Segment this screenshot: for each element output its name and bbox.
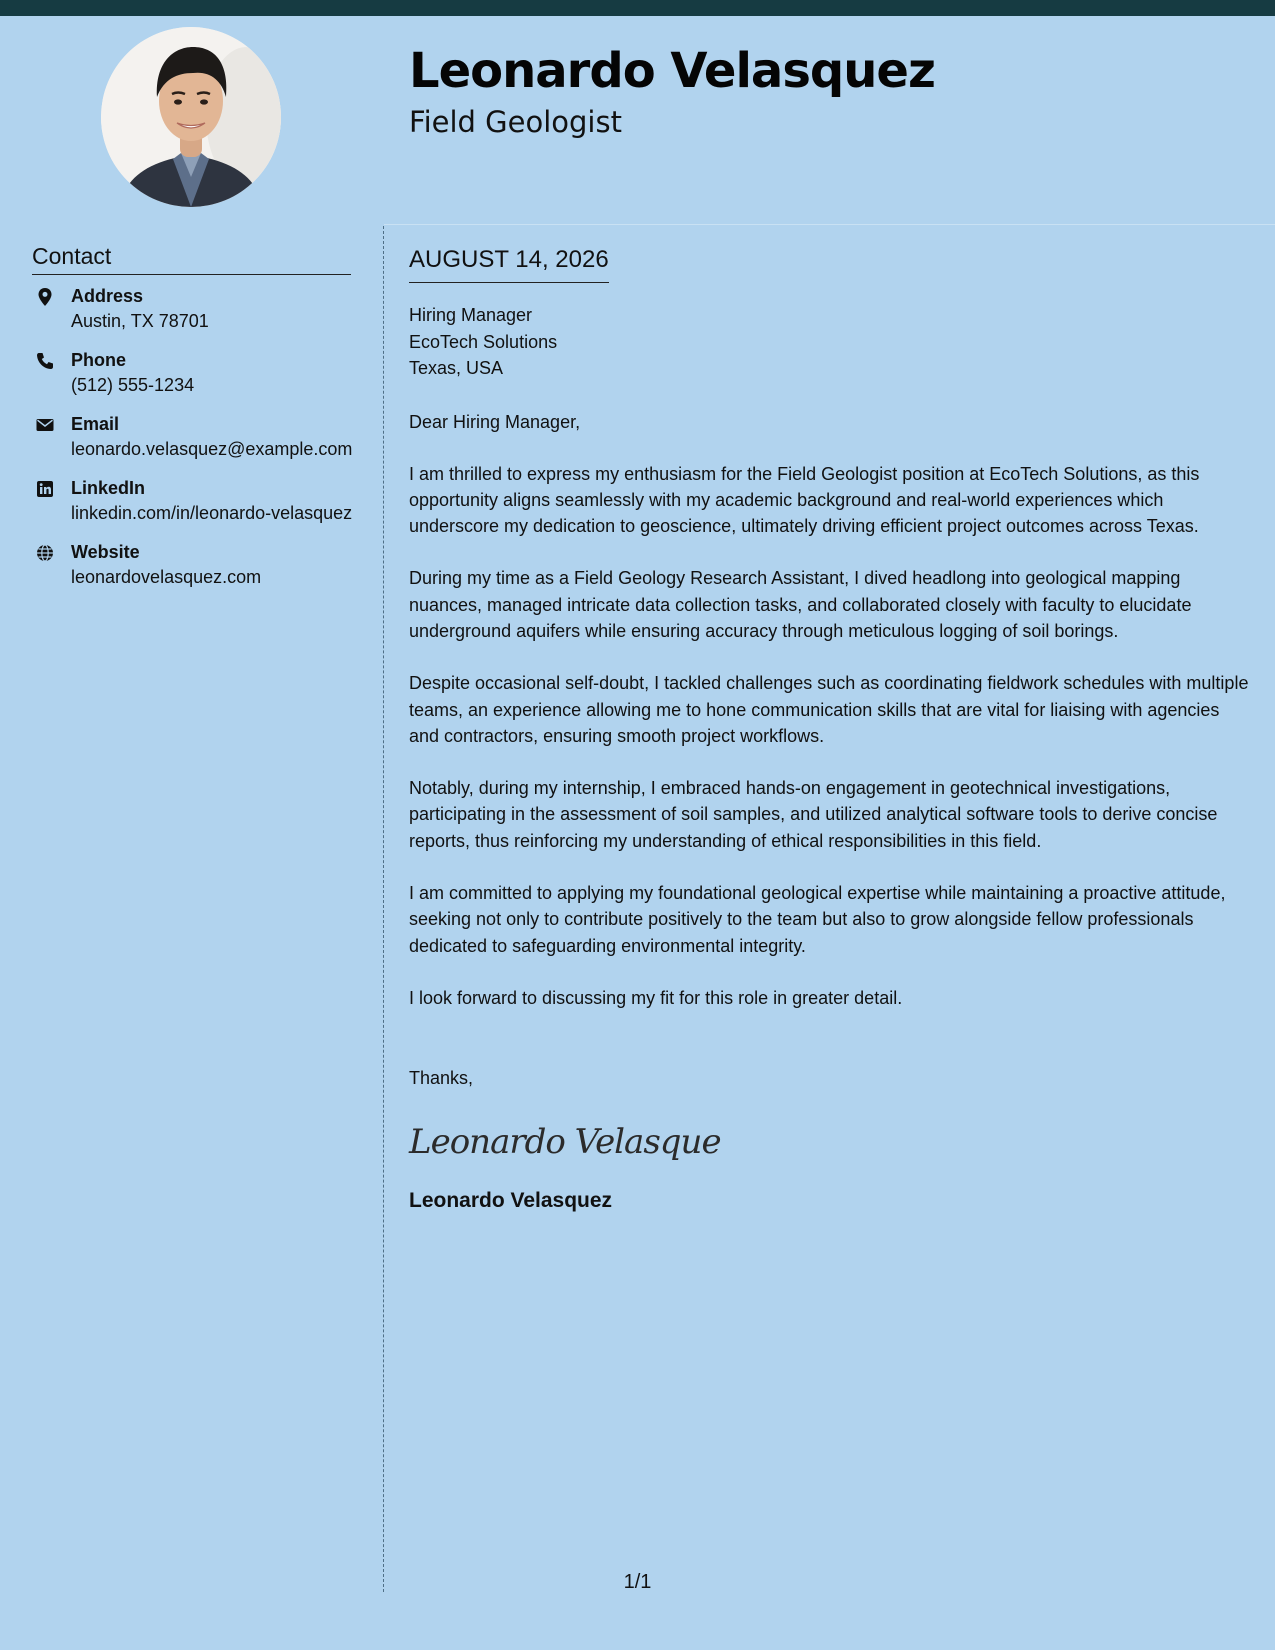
linkedin-icon bbox=[35, 479, 55, 499]
contact-value: leonardovelasquez.com bbox=[71, 567, 262, 587]
contact-value: (512) 555-1234 bbox=[71, 375, 195, 395]
salutation: Dear Hiring Manager, bbox=[409, 411, 581, 432]
closing: Thanks, bbox=[409, 1068, 474, 1089]
letter-paragraph: I am committed to applying my foundational geological expertise while maintaining a proactive attitude, seeking not only to contribute positively to the team but also to grow alongside fellow professionals dedicated to safeguarding environmental integrity. bbox=[409, 883, 1226, 956]
contact-label: LinkedIn bbox=[71, 478, 146, 498]
letter-paragraph: I am thrilled to express my enthusiasm for the Field Geologist position at EcoTech Solutions, as this opportunity aligns seamlessly with my academic background and real-world experiences which underscore my dedication to geoscience, ultimately driving efficient project outcomes across Texas. bbox=[409, 463, 1200, 537]
letter-paragraph: Notably, during my internship, I embraced hands-on engagement in geotechnical investigations, participating in the assessment of soil samples, and utilized analytical software tools to derive concise reports, thus reinforcing my understanding of ethical responsibilities in this field. bbox=[409, 778, 1218, 851]
header-divider bbox=[384, 224, 1275, 225]
handwritten-signature: Leonardo Velasque bbox=[409, 1122, 721, 1163]
globe-icon bbox=[35, 543, 55, 563]
map-pin-icon bbox=[35, 287, 55, 307]
contact-item-address bbox=[32, 284, 352, 334]
letter-date: AUGUST 14, 2026 bbox=[409, 244, 609, 283]
contact-item-linkedin bbox=[32, 476, 352, 526]
letter-paragraph: Despite occasional self-doubt, I tackled challenges such as coordinating fieldwork schedules with multiple teams, an experience allowing me to hone communication skills that are vital for liaising with agencies and contractors, ensuring smooth project workflows. bbox=[409, 673, 1249, 746]
contact-value: Austin, TX 78701 bbox=[71, 311, 209, 331]
candidate-name: Leonardo Velasquez bbox=[409, 43, 935, 99]
recipient-block bbox=[409, 302, 1249, 382]
envelope-icon bbox=[35, 415, 55, 435]
column-divider bbox=[383, 226, 384, 1592]
profile-photo bbox=[101, 27, 281, 207]
contact-item-email bbox=[32, 412, 352, 462]
signer-name: Leonardo Velasquez bbox=[409, 1189, 613, 1213]
letter-paragraph: I look forward to discussing my fit for this role in greater detail. bbox=[409, 987, 903, 1008]
top-accent-bar bbox=[0, 0, 1275, 16]
page-number: 1/1 bbox=[623, 1571, 652, 1593]
contact-list bbox=[32, 284, 352, 604]
recipient-line: Hiring Manager bbox=[409, 305, 533, 325]
contact-label: Address bbox=[71, 286, 144, 306]
contact-label: Phone bbox=[71, 350, 127, 370]
contact-value: leonardo.velasquez@example.com bbox=[71, 439, 353, 459]
contact-item-phone bbox=[32, 348, 352, 398]
letter-body bbox=[409, 302, 1249, 1215]
contact-label: Website bbox=[71, 542, 140, 562]
job-title: Field Geologist bbox=[409, 105, 622, 139]
contact-heading: Contact bbox=[32, 240, 351, 275]
recipient-line: Texas, USA bbox=[409, 358, 504, 378]
phone-icon bbox=[35, 351, 55, 371]
contact-value: linkedin.com/in/leonardo-velasquez bbox=[71, 503, 353, 523]
recipient-line: EcoTech Solutions bbox=[409, 331, 558, 352]
letter-paragraph: During my time as a Field Geology Research Assistant, I dived headlong into geological mapping nuances, managed intricate data collection tasks, and collaborated closely with faculty to elucidate underground aquifers while ensuring accuracy through meticulous logging of soil borings. bbox=[409, 568, 1192, 641]
contact-label: Email bbox=[71, 414, 120, 434]
contact-item-website bbox=[32, 540, 352, 590]
